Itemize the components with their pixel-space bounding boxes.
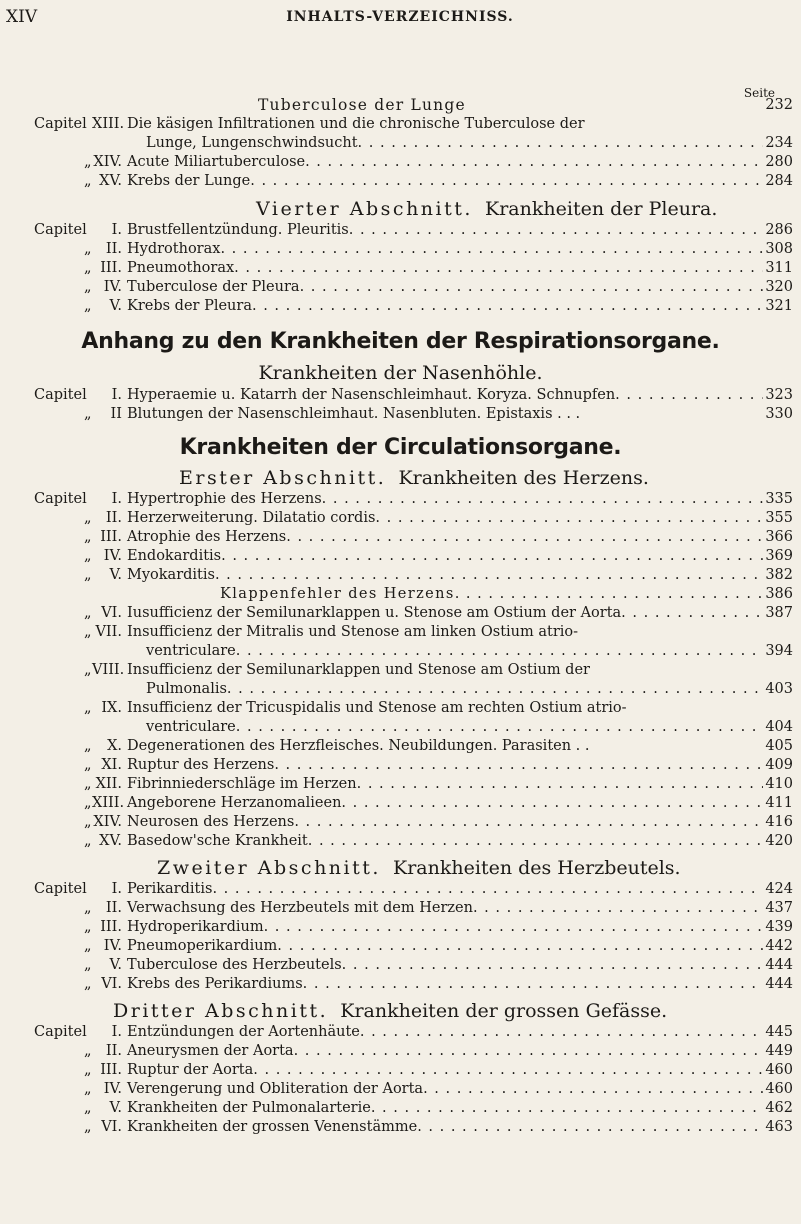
- toc-entry: [0, 259, 801, 278]
- page-number: XIV: [6, 7, 38, 27]
- chapter-title-continuation: Lunge, Lungenschwindsucht: [146, 135, 358, 151]
- page-ref: 463: [765, 1119, 793, 1135]
- chapter-prefix: „: [84, 814, 92, 830]
- toc-entry: [0, 547, 801, 566]
- toc-entry: [0, 975, 801, 994]
- toc-entry: [0, 566, 801, 585]
- page-ref: 444: [765, 976, 793, 992]
- toc-entry: [0, 699, 801, 718]
- chapter-prefix: Capitel: [34, 881, 87, 897]
- chapter-prefix: „: [84, 624, 92, 640]
- page-ref: 460: [765, 1081, 793, 1097]
- chapter-prefix: Capitel: [34, 387, 87, 403]
- chapter-title: Neurosen des Herzens: [127, 814, 295, 830]
- chapter-title: Tuberculose der Pleura: [127, 279, 300, 295]
- page-ref: 369: [765, 548, 793, 564]
- appendix-subheading: Krankheiten der Nasenhöhle.: [258, 362, 543, 384]
- page-ref: 323: [765, 387, 793, 403]
- chapter-number: I.: [111, 491, 122, 507]
- chapter-prefix: „: [84, 241, 92, 257]
- section-title: Krankheiten der Pleura.: [485, 198, 718, 220]
- toc-entry: [0, 756, 801, 775]
- subsection-heading: [0, 96, 801, 115]
- page-ref: 439: [765, 919, 793, 935]
- chapter-prefix: Capitel: [34, 222, 87, 238]
- page-ref: 232: [765, 97, 793, 113]
- lunge-entries: [0, 115, 801, 191]
- chapter-prefix: „: [84, 605, 92, 621]
- chapter-title: Pneumoperikardium: [127, 938, 278, 954]
- chapter-title: Fibrinniederschläge im Herzen: [127, 776, 357, 792]
- chapter-number: XIV.: [93, 154, 122, 170]
- chapter-prefix: „: [84, 757, 92, 773]
- page-ref: 437: [765, 900, 793, 916]
- page-ref: 366: [765, 529, 793, 545]
- chapter-number: XI.: [101, 757, 122, 773]
- herz-entries: [0, 490, 801, 585]
- chapter-number: I.: [111, 387, 122, 403]
- herzbeutel-entries: [0, 880, 801, 994]
- chapter-prefix: Capitel: [34, 1024, 87, 1040]
- page-ref: 444: [765, 957, 793, 973]
- toc-entry-continuation: [0, 642, 801, 661]
- chapter-title: Iusufficienz der Semilunarklappen u. Stenose am Ostium der Aorta: [127, 605, 622, 621]
- page-ref: 284: [765, 173, 793, 189]
- toc-entry: [0, 1118, 801, 1137]
- chapter-prefix: „: [84, 298, 92, 314]
- chapter-prefix: „: [84, 510, 92, 526]
- chapter-number: I.: [111, 881, 122, 897]
- chapter-prefix: „: [84, 260, 92, 276]
- section-title: Krankheiten des Herzens.: [398, 467, 649, 489]
- chapter-prefix: „: [84, 406, 92, 422]
- chapter-prefix: „: [84, 173, 92, 189]
- chapter-number: VI.: [101, 976, 122, 992]
- chapter-number: V.: [109, 1100, 122, 1116]
- chapter-title: Ruptur der Aorta: [127, 1062, 254, 1078]
- toc-entry: [0, 737, 801, 756]
- chapter-title: Atrophie des Herzens: [127, 529, 287, 545]
- chapter-number: X.: [107, 738, 122, 754]
- chapter-prefix: „: [84, 738, 92, 754]
- section-number: Dritter Abschnitt.: [113, 1000, 329, 1022]
- page-ref: 386: [765, 586, 793, 602]
- section-title: Krankheiten des Herzbeutels.: [393, 857, 681, 879]
- page-ref: 286: [765, 222, 793, 238]
- chapter-prefix: „: [84, 1100, 92, 1116]
- section-number: Zweiter Abschnitt.: [157, 857, 381, 879]
- toc-entry: [0, 278, 801, 297]
- toc-entry: [0, 604, 801, 623]
- chapter-title: Krebs des Perikardiums: [127, 976, 303, 992]
- toc-entry: [0, 528, 801, 547]
- chapter-number: VI.: [101, 605, 122, 621]
- page-ref: 462: [765, 1100, 793, 1116]
- chapter-title: Degenerationen des Herzfleisches. Neubildungen. Parasiten . .: [127, 738, 590, 754]
- page-ref: 394: [765, 643, 793, 659]
- chapter-prefix: „: [84, 700, 92, 716]
- chapter-number: I.: [111, 1024, 122, 1040]
- toc-entry: [0, 490, 801, 509]
- page-ref: 311: [765, 260, 793, 276]
- page-ref: 355: [765, 510, 793, 526]
- toc-entry: [0, 1061, 801, 1080]
- chapter-number: XIII.: [92, 116, 125, 132]
- toc-entry-continuation: [0, 680, 801, 699]
- page-ref: 382: [765, 567, 793, 583]
- appendix-entries: [0, 386, 801, 424]
- chapter-prefix: „: [84, 1062, 92, 1078]
- chapter-title: Brustfellentzündung. Pleuritis: [127, 222, 349, 238]
- chapter-title-continuation: ventriculare: [146, 719, 236, 735]
- page-ref: 449: [765, 1043, 793, 1059]
- section-number: Erster Abschnitt.: [179, 467, 387, 489]
- chapter-title: Insufficienz der Mitralis und Stenose am linken Ostium atrio-: [127, 624, 579, 640]
- chapter-prefix: „: [84, 976, 92, 992]
- toc-entry: [0, 1042, 801, 1061]
- toc-entry: [0, 297, 801, 316]
- chapter-title: Krebs der Lunge: [127, 173, 251, 189]
- chapter-prefix: „: [84, 1043, 92, 1059]
- toc-entry: [0, 221, 801, 240]
- chapter-title: Endokarditis: [127, 548, 222, 564]
- page-ref: 409: [765, 757, 793, 773]
- page-ref: 404: [765, 719, 793, 735]
- chapter-title: Krankheiten der grossen Venenstämme: [127, 1119, 418, 1135]
- toc-entry: [0, 623, 801, 642]
- toc-entry: [0, 240, 801, 259]
- chapter-title: Perikarditis: [127, 881, 213, 897]
- chapter-title-continuation: Pulmonalis: [146, 681, 227, 697]
- chapter-prefix: „: [84, 1081, 92, 1097]
- chapter-number: V.: [109, 567, 122, 583]
- chapter-number: IV.: [103, 548, 122, 564]
- chapter-prefix: „: [84, 567, 92, 583]
- page-column-label: Seite: [743, 86, 775, 100]
- subsection-title: Tuberculose der Lunge: [258, 96, 466, 114]
- chapter-number: II.: [105, 510, 122, 526]
- chapter-prefix: „: [84, 548, 92, 564]
- page-ref: 308: [765, 241, 793, 257]
- chapter-title: Ruptur des Herzens: [127, 757, 275, 773]
- page-ref: 405: [765, 738, 793, 754]
- chapter-number: XV.: [99, 173, 122, 189]
- toc-entry: [0, 794, 801, 813]
- pleura-entries: [0, 221, 801, 316]
- chapter-prefix: Capitel: [34, 491, 87, 507]
- herz-entries-2: [0, 604, 801, 851]
- section-heading-herz: [0, 466, 801, 490]
- chapter-title: Herzerweiterung. Dilatatio cordis: [127, 510, 376, 526]
- running-title: INHALTS-VERZEICHNISS.: [286, 9, 514, 25]
- toc-entry: [0, 1080, 801, 1099]
- toc-entry: [0, 386, 801, 405]
- toc-entry: [0, 661, 801, 680]
- chapter-prefix: „: [84, 662, 92, 678]
- chapter-number: III.: [100, 260, 122, 276]
- chapter-number: II.: [105, 900, 122, 916]
- toc-entry: [0, 509, 801, 528]
- chapter-number: VIII.: [92, 662, 125, 678]
- klappen-subheading: [0, 585, 801, 604]
- section-number: Vierter Abschnitt.: [256, 198, 473, 220]
- page-ref: 403: [765, 681, 793, 697]
- page-ref: 280: [765, 154, 793, 170]
- page-ref: 330: [765, 406, 793, 422]
- page-ref: 411: [765, 795, 793, 811]
- chapter-number: III.: [100, 529, 122, 545]
- chapter-prefix: „: [84, 900, 92, 916]
- chapter-title-continuation: ventriculare: [146, 643, 236, 659]
- chapter-number: I.: [111, 222, 122, 238]
- chapter-title: Angeborene Herzanomalieen: [127, 795, 342, 811]
- chapter-prefix: Capitel: [34, 116, 87, 132]
- toc-entry: [0, 1099, 801, 1118]
- toc-entry: [0, 405, 801, 424]
- section-heading-herzbeutel: [0, 856, 801, 880]
- chapter-number: V.: [109, 298, 122, 314]
- chapter-number: II: [110, 406, 122, 422]
- chapter-number: II.: [105, 241, 122, 257]
- subsection-title: Klappenfehler des Herzens: [220, 586, 455, 602]
- toc-entry: [0, 899, 801, 918]
- gefaesse-entries: [0, 1023, 801, 1137]
- chapter-number: XIII.: [92, 795, 125, 811]
- page-ref: 416: [765, 814, 793, 830]
- chapter-number: XV.: [99, 833, 122, 849]
- toc-entry-continuation: [0, 718, 801, 737]
- toc-entry: [0, 775, 801, 794]
- chapter-title: Insufficienz der Semilunarklappen und Stenose am Ostium der: [127, 662, 590, 678]
- section-heading-pleura: [0, 197, 801, 221]
- chapter-number: VI.: [101, 1119, 122, 1135]
- toc-content: [0, 96, 801, 1137]
- chapter-number: III.: [100, 1062, 122, 1078]
- chapter-title: Entzündungen der Aortenhäute: [127, 1024, 360, 1040]
- page-ref: 234: [765, 135, 793, 151]
- circulation-heading: Krankheiten der Circulationsorgane.: [179, 435, 622, 460]
- chapter-prefix: „: [84, 154, 92, 170]
- chapter-prefix: „: [84, 795, 92, 811]
- chapter-prefix: „: [84, 529, 92, 545]
- toc-entry: [0, 937, 801, 956]
- chapter-number: XIV.: [93, 814, 122, 830]
- chapter-title: Hydrothorax: [127, 241, 221, 257]
- chapter-title: Die käsigen Infiltrationen und die chronische Tuberculose der: [127, 116, 585, 132]
- chapter-prefix: „: [84, 833, 92, 849]
- chapter-prefix: „: [84, 957, 92, 973]
- page-ref: 424: [765, 881, 793, 897]
- chapter-title: Acute Miliartuberculose: [127, 154, 306, 170]
- toc-entry: [0, 813, 801, 832]
- chapter-number: VII.: [95, 624, 122, 640]
- chapter-prefix: „: [84, 919, 92, 935]
- chapter-prefix: „: [84, 938, 92, 954]
- toc-entry: [0, 172, 801, 191]
- page-ref: 387: [765, 605, 793, 621]
- toc-entry: [0, 1023, 801, 1042]
- page-ref: 335: [765, 491, 793, 507]
- toc-entry: [0, 956, 801, 975]
- chapter-title: Verengerung und Obliteration der Aorta: [127, 1081, 424, 1097]
- chapter-title: Insufficienz der Tricuspidalis und Stenose am rechten Ostium atrio-: [127, 700, 627, 716]
- section-title: Krankheiten der grossen Gefässe.: [340, 1000, 668, 1022]
- chapter-number: V.: [109, 957, 122, 973]
- chapter-number: IV.: [103, 279, 122, 295]
- toc-entry: [0, 880, 801, 899]
- chapter-title: Blutungen der Nasenschleimhaut. Nasenbluten. Epistaxis . . .: [127, 406, 581, 422]
- page-ref: 410: [765, 776, 793, 792]
- chapter-number: IV.: [103, 938, 122, 954]
- chapter-title: Krebs der Pleura: [127, 298, 252, 314]
- chapter-title: Hydroperikardium: [127, 919, 264, 935]
- toc-entry: [0, 153, 801, 172]
- toc-entry: [0, 832, 801, 851]
- chapter-prefix: „: [84, 1119, 92, 1135]
- chapter-number: II.: [105, 1043, 122, 1059]
- chapter-title: Verwachsung des Herzbeutels mit dem Herzen: [127, 900, 473, 916]
- page-ref: 442: [765, 938, 793, 954]
- toc-entry-continuation: [0, 134, 801, 153]
- chapter-title: Basedow'sche Krankheit: [127, 833, 308, 849]
- toc-entry: [0, 115, 801, 134]
- page-ref: 420: [765, 833, 793, 849]
- toc-entry: [0, 918, 801, 937]
- chapter-title: Myokarditis: [127, 567, 215, 583]
- chapter-title: Krankheiten der Pulmonalarterie: [127, 1100, 371, 1116]
- appendix-heading: Anhang zu den Krankheiten der Respirationsorgane.: [81, 329, 720, 354]
- chapter-number: IV.: [103, 1081, 122, 1097]
- chapter-title: Aneurysmen der Aorta: [127, 1043, 294, 1059]
- page-ref: 321: [765, 298, 793, 314]
- chapter-prefix: „: [84, 776, 92, 792]
- chapter-number: III.: [100, 919, 122, 935]
- chapter-prefix: „: [84, 279, 92, 295]
- page-ref: 460: [765, 1062, 793, 1078]
- page-ref: 445: [765, 1024, 793, 1040]
- chapter-title: Pneumothorax: [127, 260, 235, 276]
- chapter-number: XII.: [95, 776, 122, 792]
- chapter-title: Hypertrophie des Herzens: [127, 491, 322, 507]
- section-heading-gefaesse: [0, 999, 801, 1023]
- chapter-title: Hyperaemie u. Katarrh der Nasenschleimhaut. Koryza. Schnupfen: [127, 387, 616, 403]
- chapter-number: IX.: [101, 700, 122, 716]
- chapter-title: Tuberculose des Herzbeutels: [127, 957, 342, 973]
- page-ref: 320: [765, 279, 793, 295]
